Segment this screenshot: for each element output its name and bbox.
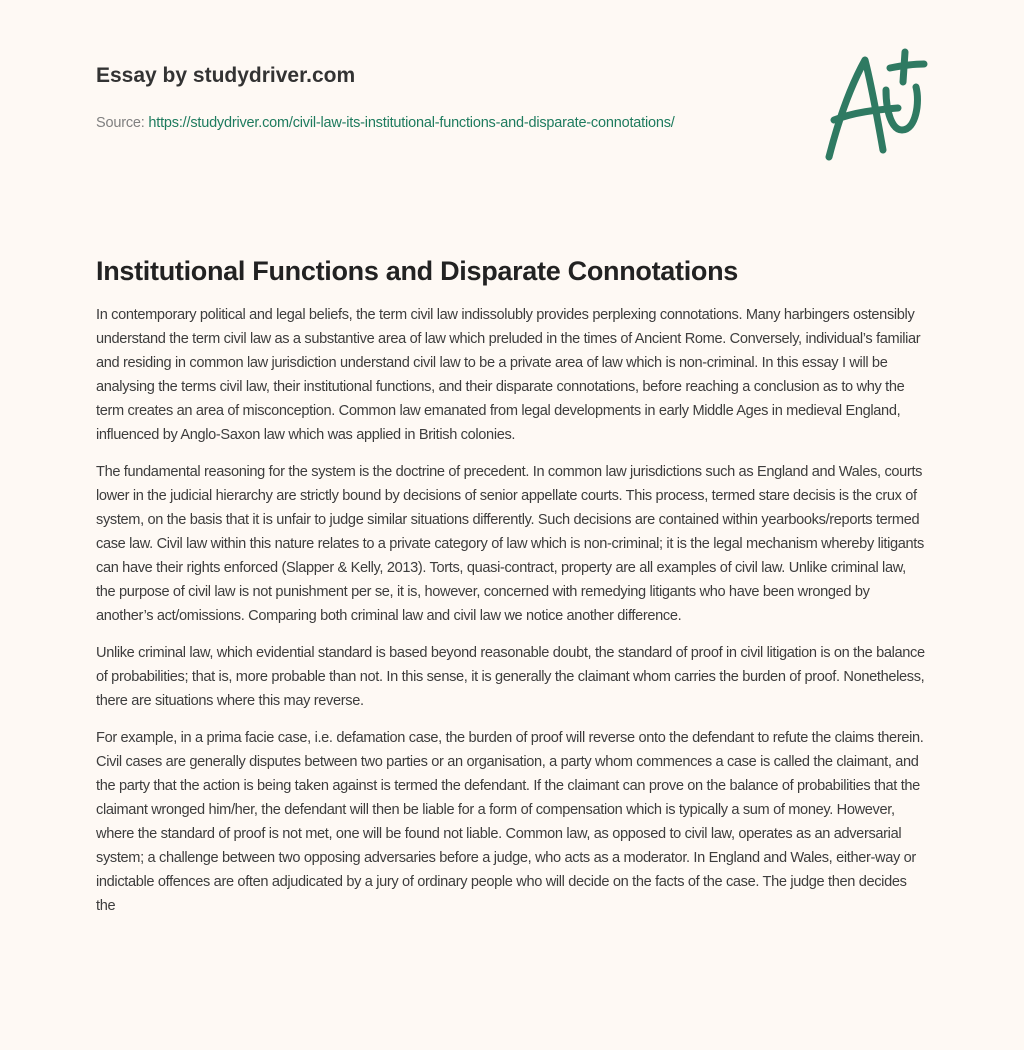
source-link[interactable]: https://studydriver.com/civil-law-its-institutional-functions-and-disparate-connotations/ <box>148 115 675 131</box>
paragraph: The fundamental reasoning for the system is the doctrine of precedent. In common law jurisdictions such as England and Wales, courts lower in the judicial hierarchy are strictly bound by decisions of senior appellate courts. This process, termed stare decisis is the crux of system, on the basis that it is unfair to judge similar situations differently. Such decisions are contained within yearbooks/reports termed case law. Civil law within this nature relates to a private category of law which is non-criminal; it is the legal mechanism whereby litigants can have their rights enforced (Slapper & Kelly, 2013). Torts, quasi-contract, property are all examples of civil law. Unlike criminal law, the purpose of civil law is not punishment per se, it is, however, concerned with remedying litigants who have been wronged by another’s act/omissions. Comparing both criminal law and civil law we notice another difference. <box>96 464 924 624</box>
paragraph: In contemporary political and legal beliefs, the term civil law indissolubly provides perplexing connotations. Many harbingers ostensibly understand the term civil law as a substantive area of law which preluded in the times of Ancient Rome. Conversely, individual’s familiar and residing in common law jurisdiction understand civil law to be a private area of law which is non-criminal. In this essay I will be analysing the terms civil law, their institutional functions, and their disparate connotations, before reaching a conclusion as to why the term creates an area of misconception. Common law emanated from legal developments in early Middle Ages in medieval England, influenced by Anglo-Saxon law which was applied in British colonies. <box>96 307 921 443</box>
paragraph: Unlike criminal law, which evidential standard is based beyond reasonable doubt, the standard of proof in civil litigation is on the balance of probabilities; that is, more probable than not. In this sense, it is generally the claimant whom carries the burden of proof. Nonetheless, there are situations where this may reverse. <box>96 645 925 709</box>
article-body <box>96 303 928 931</box>
source-line <box>96 111 736 135</box>
paragraph: For example, in a prima facie case, i.e. defamation case, the burden of proof will reverse onto the defendant to refute the claims therein. Civil cases are generally disputes between two parties or an organisation, a party whom commences a case is called the claimant, and the party that the action is being taken against is termed the defendant. If the claimant can prove on the balance of probabilities that the claimant wronged him/her, the defendant will then be liable for a form of compensation which is typically a sum of money. However, where the standard of proof is not met, one will be found not liable. Common law, as opposed to civil law, operates as an adversarial system; a challenge between two opposing adversaries before a judge, who acts as a moderator. In England and Wales, either-way or indictable offences are often adjudicated by a jury of ordinary people who will decide on the facts of the case. The judge then decides the <box>96 730 924 914</box>
article-title: Institutional Functions and Disparate Connotations <box>96 256 739 286</box>
brand-title: Essay by studydriver.com <box>96 64 356 87</box>
source-label: Source: <box>96 115 149 131</box>
a-plus-logo-icon <box>820 42 930 167</box>
